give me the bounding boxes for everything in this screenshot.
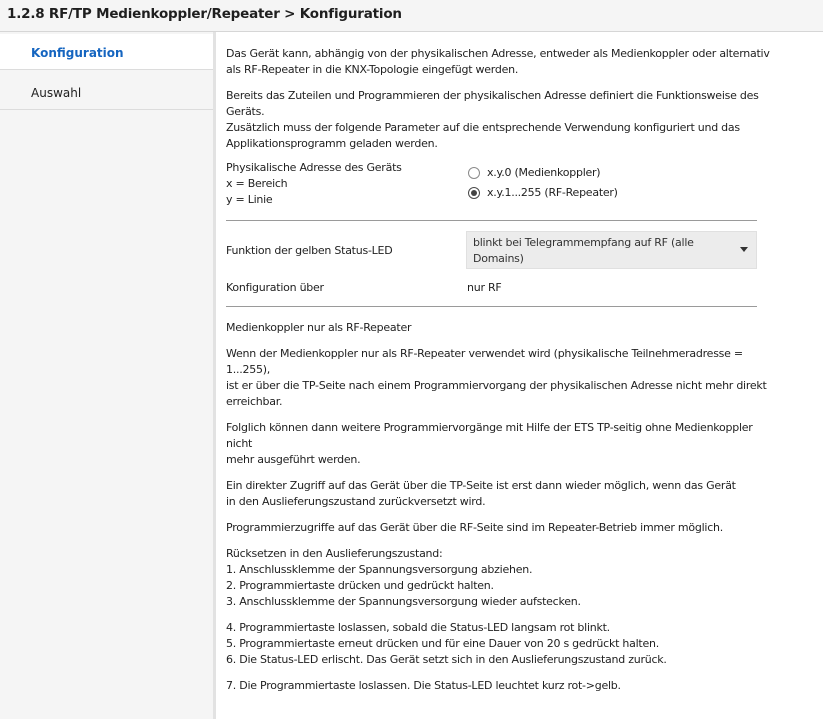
info-text: 1. Anschlussklemme der Spannungsversorgung abziehen. xyxy=(226,563,533,576)
led-function-dropdown[interactable] xyxy=(466,231,757,269)
info-text: in den Auslieferungszustand zurückversetzt wird. xyxy=(226,495,486,508)
address-hint: x = Bereich xyxy=(226,177,288,190)
chevron-down-icon[interactable] xyxy=(740,247,748,252)
intro-text: Geräts. xyxy=(226,105,265,118)
led-label: Funktion der gelben Status-LED xyxy=(226,244,393,257)
info-text: Programmierzugriffe auf das Gerät über die RF-Seite sind im Repeater-Betrieb immer möglich. xyxy=(226,521,723,534)
address-label: Physikalische Adresse des Geräts xyxy=(226,161,402,174)
info-text: erreichbar. xyxy=(226,395,283,408)
intro-text: Bereits das Zuteilen und Programmieren der physikalischen Adresse definiert die Funktionsweise des xyxy=(226,89,759,102)
info-text: 5. Programmiertaste erneut drücken und für eine Dauer von 20 s gedrückt halten. xyxy=(226,637,659,650)
address-hint: y = Linie xyxy=(226,193,273,206)
radio-label: x.y.1...255 (RF-Repeater) xyxy=(487,186,618,199)
intro-text: Applikationsprogramm geladen werden. xyxy=(226,137,438,150)
info-text: Ein direkter Zugriff auf das Gerät über die TP-Seite ist erst dann wieder möglich, wenn das Gerät xyxy=(226,479,736,492)
sidebar-item-label: Auswahl xyxy=(31,86,82,100)
info-text: 4. Programmiertaste loslassen, sobald die Status-LED langsam rot blinkt. xyxy=(226,621,610,634)
divider xyxy=(226,220,757,221)
info-text: ist er über die TP-Seite nach einem Programmiervorgang der physikalischen Adresse nicht mehr direkt xyxy=(226,379,767,392)
config-label: Konfiguration über xyxy=(226,281,324,294)
radio-button[interactable] xyxy=(468,167,480,179)
info-text: 6. Die Status-LED erlischt. Das Gerät setzt sich in den Auslieferungszustand zurück. xyxy=(226,653,667,666)
info-text: 7. Die Programmiertaste loslassen. Die Status-LED leuchtet kurz rot->gelb. xyxy=(226,679,621,692)
sidebar xyxy=(0,32,213,719)
sidebar-item-label: Konfiguration xyxy=(31,46,124,60)
radio-label: x.y.0 (Medienkoppler) xyxy=(487,166,601,179)
sidebar-item-konfiguration[interactable] xyxy=(0,34,213,70)
page-title: 1.2.8 RF/TP Medienkoppler/Repeater > Konfiguration xyxy=(7,6,402,22)
intro-text: Zusätzlich muss der folgende Parameter auf die entsprechende Verwendung konfiguriert und das xyxy=(226,121,740,134)
divider xyxy=(226,306,757,307)
info-text: Wenn der Medienkoppler nur als RF-Repeater verwendet wird (physikalische Teilnehmeradresse = xyxy=(226,347,743,360)
info-text: 1...255), xyxy=(226,363,271,376)
intro-text: Das Gerät kann, abhängig von der physikalischen Adresse, entweder als Medienkoppler oder alternativ xyxy=(226,47,770,60)
dropdown-value xyxy=(473,235,723,267)
info-text: nicht xyxy=(226,437,253,450)
dropdown-value-line: Domains) xyxy=(473,252,524,265)
intro-text: als RF-Repeater in die KNX-Topologie eingefügt werden. xyxy=(226,63,519,76)
info-text: 2. Programmiertaste drücken und gedrückt halten. xyxy=(226,579,494,592)
info-text: Folglich können dann weitere Programmiervorgänge mit Hilfe der ETS TP-seitig ohne Medienkoppler xyxy=(226,421,753,434)
info-text: 3. Anschlussklemme der Spannungsversorgung wieder aufstecken. xyxy=(226,595,581,608)
dropdown-value-line: blinkt bei Telegrammempfang auf RF (alle xyxy=(473,236,694,249)
info-text: Rücksetzen in den Auslieferungszustand: xyxy=(226,547,443,560)
title-bar xyxy=(0,0,823,32)
sidebar-divider xyxy=(213,32,216,719)
sidebar-item-auswahl[interactable] xyxy=(0,74,213,110)
info-heading: Medienkoppler nur als RF-Repeater xyxy=(226,321,412,334)
config-value: nur RF xyxy=(467,281,502,294)
info-text: mehr ausgeführt werden. xyxy=(226,453,361,466)
radio-button-selected[interactable] xyxy=(468,187,480,199)
